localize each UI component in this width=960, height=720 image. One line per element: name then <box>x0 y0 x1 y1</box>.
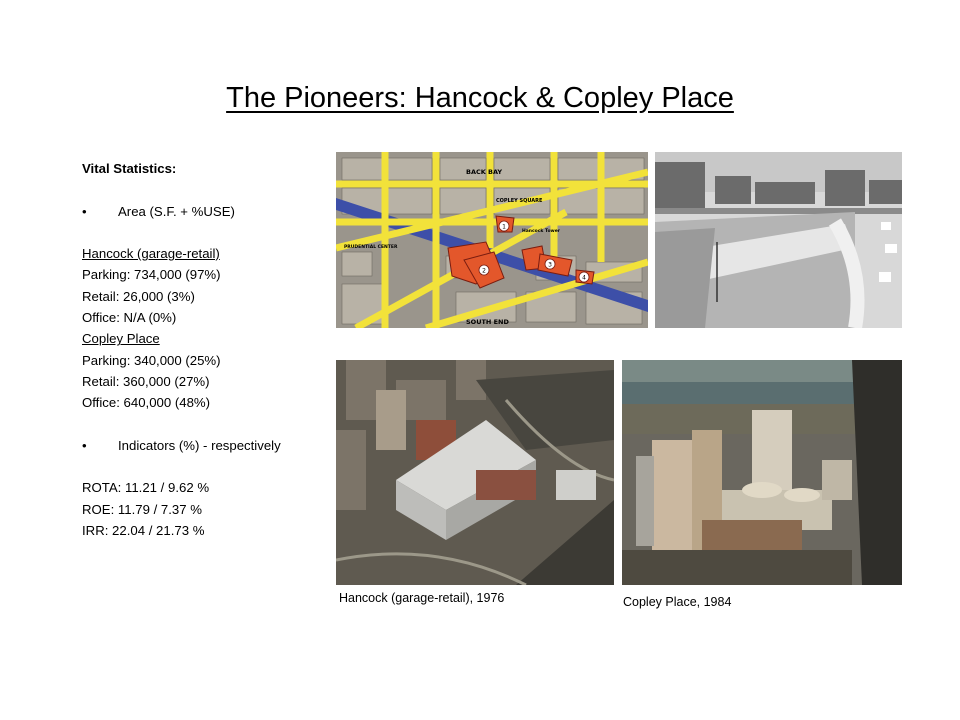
map-marker: 2 <box>482 267 486 275</box>
copley-retail: Retail: 360,000 (27%) <box>82 373 210 389</box>
hancock-parking: Parking: 734,000 (97%) <box>82 267 221 283</box>
vital-statistics <box>82 158 332 541</box>
indicator-irr: IRR: 22.04 / 21.73 % <box>82 523 205 539</box>
caption-hancock: Hancock (garage-retail), 1976 <box>339 591 505 605</box>
map-label-prudential: PRUDENTIAL CENTER <box>344 245 398 250</box>
bullet-area <box>82 201 332 222</box>
hancock-heading: Hancock (garage-retail) <box>82 246 220 262</box>
copley-parking: Parking: 340,000 (25%) <box>82 352 221 368</box>
map-label-hancock: Hancock Tower <box>522 229 560 234</box>
hancock-retail: Retail: 26,000 (3%) <box>82 288 195 304</box>
copley-aerial-photo <box>622 360 902 585</box>
bullet-marker: • <box>82 203 87 219</box>
bullet-marker: • <box>82 437 87 453</box>
stats-heading: Vital Statistics: <box>82 161 177 176</box>
bullet-indicators-text: Indicators (%) - respectively <box>118 437 281 453</box>
map-label-copley-square: COPLEY SQUARE <box>496 198 543 204</box>
indicator-rota: ROTA: 11.21 / 9.62 % <box>82 480 210 496</box>
bullet-area-text: Area (S.F. + %USE) <box>118 203 235 219</box>
map-marker: 1 <box>502 223 506 231</box>
map-marker: 4 <box>582 274 586 282</box>
bullet-indicators <box>82 435 332 456</box>
caption-copley: Copley Place, 1984 <box>623 595 732 609</box>
indicator-roe: ROE: 11.79 / 7.37 % <box>82 501 202 517</box>
site-map-image <box>336 152 648 328</box>
highway-photo <box>655 152 902 328</box>
copley-office: Office: 640,000 (48%) <box>82 395 211 411</box>
map-label-south-end: SOUTH END <box>466 318 509 326</box>
copley-heading: Copley Place <box>82 331 160 347</box>
map-label-back-bay: BACK BAY <box>466 168 503 176</box>
map-marker: 3 <box>548 261 552 269</box>
hancock-office: Office: N/A (0%) <box>82 310 177 326</box>
page-title: The Pioneers: Hancock & Copley Place <box>226 82 734 114</box>
hancock-aerial-photo <box>336 360 614 585</box>
